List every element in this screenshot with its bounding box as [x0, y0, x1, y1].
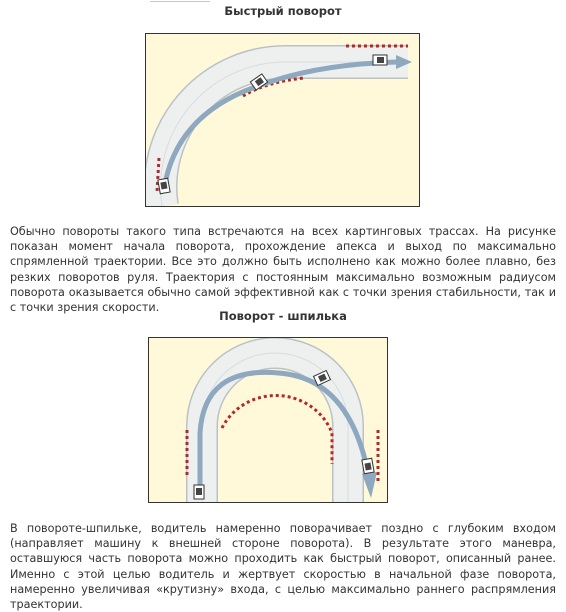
track-surface	[161, 62, 408, 206]
clipped-line-top	[150, 0, 270, 3]
hairpin-title: Поворот - шпилька	[219, 309, 347, 323]
fast-turn-description: Обычно повороты такого типа встречаются на всех картинговых трассах. На рисунке показан момент начала поворота, прохождение апекса и выход по максимально спрямленной траектории. Все это должно быть исполнено как можно более плавно, без резких поворотов руля. Траектория с постоянным максимально возможным радиусом поворота оказывается обычно самой эффективной как с точки зрения стабильности, так и с точки зрения скорости.	[10, 225, 556, 315]
kart-icon	[362, 458, 374, 474]
kart-icon	[373, 55, 387, 65]
fast-turn-figure	[145, 33, 420, 207]
hairpin-diagram	[149, 338, 387, 502]
fast-turn-title: Быстрый поворот	[224, 4, 342, 18]
hairpin-description: В повороте-шпильке, водитель намеренно поворачивает поздно с глубоким входом (направляет машину к внешней стороне поворота). В результате этого маневра, оставшуюся часть поворота можно проходить как быстрый поворот, описанный ранее. Именно с этой целью водитель и жертвует скоростью в начальной фазе поворота, намеренно увеличивая «крутизну» входа, с целью максимально раннего распрямления траектории.	[10, 522, 556, 612]
kart-icon	[158, 178, 170, 194]
racing-line-arrowhead	[362, 472, 377, 498]
kerb-apex-inner	[222, 396, 332, 464]
kart-icon	[194, 485, 204, 499]
fast-turn-diagram	[146, 34, 419, 206]
hairpin-figure	[148, 337, 388, 503]
